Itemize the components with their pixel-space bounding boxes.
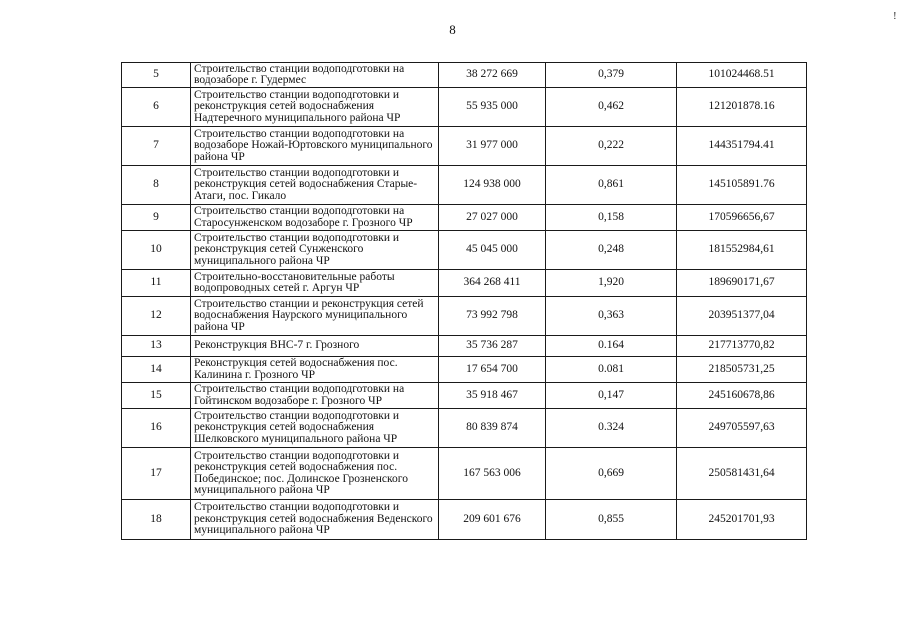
table-row (122, 357, 807, 383)
table-row (122, 297, 807, 336)
corner-mark: ! (893, 10, 897, 22)
project-name-cell: Строительство станции водоподготовки на водозаборе г. Гудермес (191, 63, 439, 88)
cost-cell: 17 654 700 (439, 357, 546, 383)
row-number-cell: 17 (122, 448, 191, 500)
cumulative-total-cell: 145105891.76 (677, 166, 807, 205)
cumulative-total-cell: 181552984,61 (677, 231, 807, 270)
coefficient-cell: 0.081 (546, 357, 677, 383)
project-name-cell: Строительно-восстановительные работы водопроводных сетей г. Аргун ЧР (191, 270, 439, 297)
table-body (122, 63, 807, 540)
table-row (122, 448, 807, 500)
row-number-cell: 5 (122, 63, 191, 88)
page-number: 8 (449, 22, 456, 37)
cost-cell: 167 563 006 (439, 448, 546, 500)
project-table (121, 62, 807, 540)
cost-cell: 35 918 467 (439, 383, 546, 409)
cumulative-total-cell: 101024468.51 (677, 63, 807, 88)
cost-cell: 73 992 798 (439, 297, 546, 336)
project-name-cell: Строительство станции водоподготовки и реконструкция сетей водоснабжения пос. Побединское; пос. Долинское Грозненского муниципального района ЧР (191, 448, 439, 500)
table-row (122, 63, 807, 88)
cost-cell: 31 977 000 (439, 127, 546, 166)
row-number-cell: 7 (122, 127, 191, 166)
table-row (122, 383, 807, 409)
project-name-cell: Строительство станции водоподготовки и реконструкция сетей Сунженского муниципального района ЧР (191, 231, 439, 270)
project-name-cell: Реконструкция ВНС-7 г. Грозного (191, 336, 439, 357)
cumulative-total-cell: 245201701,93 (677, 500, 807, 540)
coefficient-cell: 0,363 (546, 297, 677, 336)
row-number-cell: 10 (122, 231, 191, 270)
row-number-cell: 18 (122, 500, 191, 540)
project-name-cell: Строительство станции водоподготовки и реконструкция сетей водоснабжения Надтеречного муниципального района ЧР (191, 88, 439, 127)
cumulative-total-cell: 218505731,25 (677, 357, 807, 383)
coefficient-cell: 0,669 (546, 448, 677, 500)
coefficient-cell: 0,855 (546, 500, 677, 540)
row-number-cell: 6 (122, 88, 191, 127)
coefficient-cell: 0,462 (546, 88, 677, 127)
row-number-cell: 11 (122, 270, 191, 297)
cumulative-total-cell: 121201878.16 (677, 88, 807, 127)
coefficient-cell: 0.324 (546, 409, 677, 448)
table-row (122, 166, 807, 205)
cost-cell: 80 839 874 (439, 409, 546, 448)
table-row (122, 336, 807, 357)
coefficient-cell: 0,248 (546, 231, 677, 270)
cost-cell: 45 045 000 (439, 231, 546, 270)
project-name-cell: Реконструкция сетей водоснабжения пос. Калинина г. Грозного ЧР (191, 357, 439, 383)
coefficient-cell: 1,920 (546, 270, 677, 297)
cost-cell: 35 736 287 (439, 336, 546, 357)
project-name-cell: Строительство станции водоподготовки на Гойтинском водозаборе г. Грозного ЧР (191, 383, 439, 409)
project-name-cell: Строительство станции и реконструкция сетей водоснабжения Наурского муниципального района ЧР (191, 297, 439, 336)
cost-cell: 364 268 411 (439, 270, 546, 297)
cumulative-total-cell: 250581431,64 (677, 448, 807, 500)
table-row (122, 127, 807, 166)
project-name-cell: Строительство станции водоподготовки на водозаборе Ножай-Юртовского муниципального района ЧР (191, 127, 439, 166)
cumulative-total-cell: 203951377,04 (677, 297, 807, 336)
cost-cell: 124 938 000 (439, 166, 546, 205)
table-row (122, 205, 807, 231)
table-row (122, 500, 807, 540)
row-number-cell: 15 (122, 383, 191, 409)
coefficient-cell: 0,222 (546, 127, 677, 166)
cumulative-total-cell: 245160678,86 (677, 383, 807, 409)
row-number-cell: 16 (122, 409, 191, 448)
row-number-cell: 12 (122, 297, 191, 336)
cost-cell: 38 272 669 (439, 63, 546, 88)
cumulative-total-cell: 144351794.41 (677, 127, 807, 166)
project-name-cell: Строительство станции водоподготовки и реконструкция сетей водоснабжения Веденского муниципального района ЧР (191, 500, 439, 540)
project-name-cell: Строительство станции водоподготовки и реконструкция сетей водоснабжения Старые-Атаги, пос. Гикало (191, 166, 439, 205)
cumulative-total-cell: 217713770,82 (677, 336, 807, 357)
coefficient-cell: 0,147 (546, 383, 677, 409)
table-row (122, 88, 807, 127)
table-row (122, 409, 807, 448)
cumulative-total-cell: 189690171,67 (677, 270, 807, 297)
cost-cell: 55 935 000 (439, 88, 546, 127)
coefficient-cell: 0,861 (546, 166, 677, 205)
table-row (122, 231, 807, 270)
project-name-cell: Строительство станции водоподготовки на Старосунженском водозаборе г. Грозного ЧР (191, 205, 439, 231)
cumulative-total-cell: 170596656,67 (677, 205, 807, 231)
coefficient-cell: 0,379 (546, 63, 677, 88)
cost-cell: 27 027 000 (439, 205, 546, 231)
coefficient-cell: 0,158 (546, 205, 677, 231)
cumulative-total-cell: 249705597,63 (677, 409, 807, 448)
coefficient-cell: 0.164 (546, 336, 677, 357)
project-name-cell: Строительство станции водоподготовки и реконструкция сетей водоснабжения Шелковского муниципального района ЧР (191, 409, 439, 448)
table-row (122, 270, 807, 297)
row-number-cell: 14 (122, 357, 191, 383)
row-number-cell: 13 (122, 336, 191, 357)
row-number-cell: 9 (122, 205, 191, 231)
cost-cell: 209 601 676 (439, 500, 546, 540)
row-number-cell: 8 (122, 166, 191, 205)
